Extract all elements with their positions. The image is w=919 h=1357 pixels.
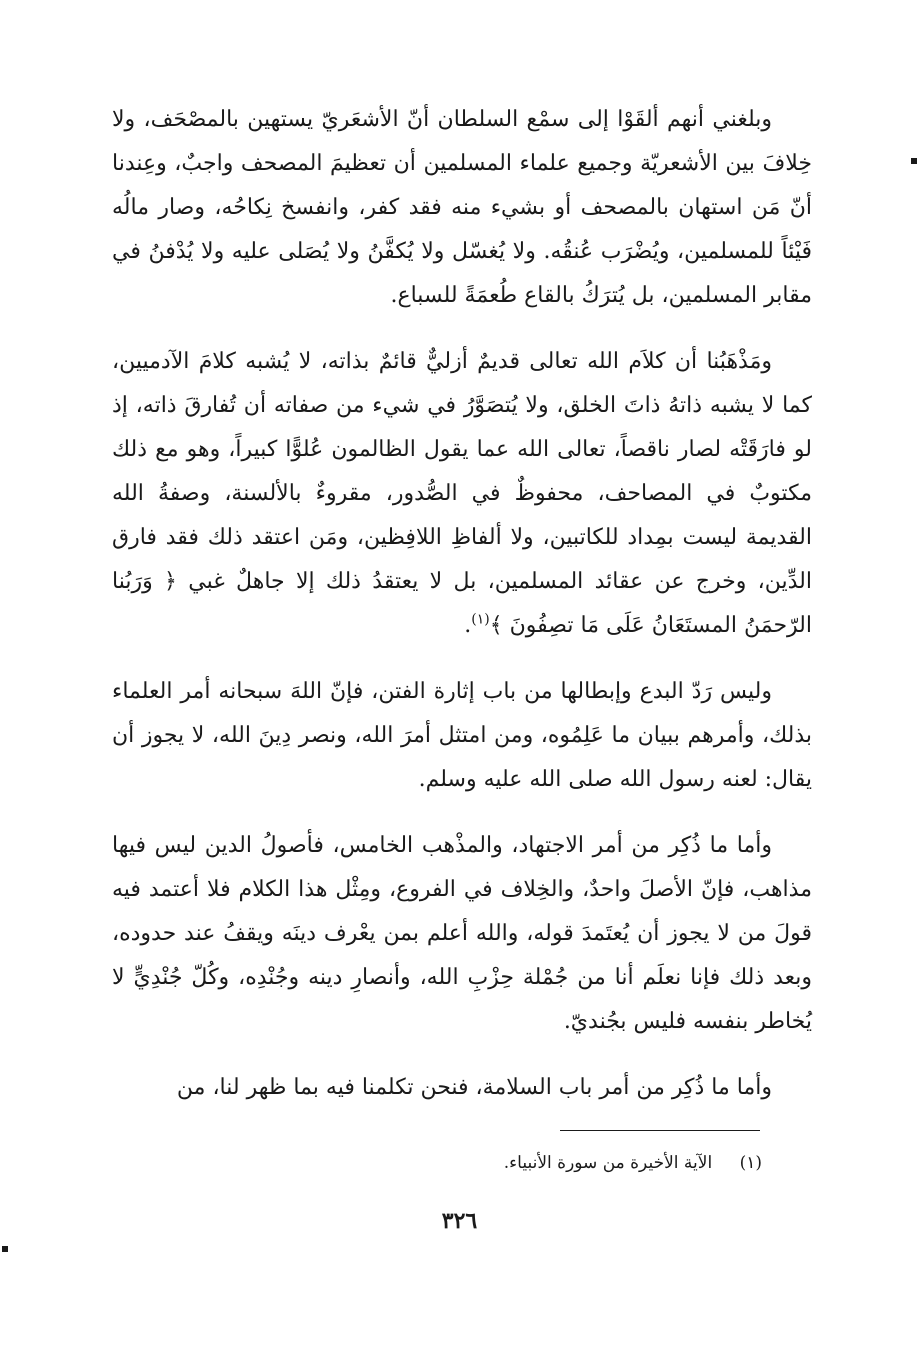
scan-edge-mark	[911, 158, 917, 164]
paragraph-1	[112, 98, 812, 318]
paragraph-4-text: وأما ما ذُكِر من أمر الاجتهاد، والمذْهب الخامس، فأصولُ الدين ليس فيها مذاهب، فإنّ الأصلَ واحدٌ، والخِلاف في الفروع، ومِثْل هذا الكلام فلا أعتمد فيه قولَ من لا يجوز أن يُعتَمدَ قوله، والله أعلم بمن يعْرف دينَه ويقفُ عند حدوده، وبعد ذلك فإنا نعلَم أنا من جُمْلة حِزْبِ الله، وأنصارِ دينه وجُنْدِه، وكُلّ جُنْدِيٍّ لا يُخاطر بنفسه فليس بجُنديّ.	[112, 833, 812, 1034]
footnote-reference: (١)	[471, 611, 490, 628]
paragraph-2-text: ومَذْهَبُنا أن كلاَم الله تعالى قديمٌ أزليٌّ قائمٌ بذاته، لا يُشبه كلامَ الآدميين، كما لا يشبه ذاتهُ ذاتَ الخلق، ولا يُتصَوَّرُ في شيء من صفاته أن تُفارقَ ذاته، إذ لو فارَقَتْه لصار ناقصاً، تعالى الله عما يقول الظالمون عُلوًّا كبيراً، وهو مع ذلك مكتوبٌ في المصاحف، محفوظٌ في الصُّدور، مقروءٌ بالألسنة، وصفةُ الله القديمة ليست بمِداد للكاتبين، ولا ألفاظِ اللافِظين، ومَن اعتقد ذلك فقد فارق الدِّين، وخرج عن عقائد المسلمين، بل لا يعتقدُ ذلك إلا جاهلٌ غبي ﴿ وَرَبُنا الرّحمَنُ المستَعَانُ عَلَى مَا تصِفُونَ ﴾	[112, 349, 812, 638]
footnote	[262, 1148, 762, 1178]
paragraph-5-text: وأما ما ذُكِر من أمر باب السلامة، فنحن تكلمنا فيه بما ظهر لنا، من	[176, 1075, 772, 1100]
paragraph-4	[112, 824, 812, 1044]
page-number: ٣٢٦	[441, 1208, 478, 1234]
scan-edge-mark	[2, 1246, 8, 1252]
page-body	[112, 98, 812, 1110]
footnote-text: الآية الأخيرة من سورة الأنبياء.	[503, 1153, 713, 1173]
paragraph-3-text: وليس رَدّ البدع وإبطالها من باب إثارة الفتن، فإنّ اللهَ سبحانه أمر العلماء بذلك، وأمرهم ببيان ما عَلِمُوه، ومن امتثل أمرَ الله، ونصر دِينَ الله، لا يجوز أن يقال: لعنه رسول الله صلى الله عليه وسلم.	[112, 679, 812, 792]
footnote-number: (١)	[739, 1153, 762, 1173]
paragraph-2	[112, 340, 812, 648]
paragraph-3	[112, 670, 812, 802]
paragraph-5	[112, 1066, 812, 1110]
paragraph-2-tail: .	[464, 613, 472, 638]
footnote-separator	[560, 1130, 760, 1131]
paragraph-1-text: وبلغني أنهم ألقَوْا إلى سمْع السلطان أنّ الأشعَريّ يستهين بالمصْحَف، ولا خِلافَ بين الأشعريّة وجميع علماء المسلمين أن تعظيمَ المصحف واجبٌ، وعِندنا أنّ مَن استهان بالمصحف أو بشيء منه فقد كفر، وانفسخ نِكاحُه، وصار مالُه فَيْئاً للمسلمين، ويُضْرَب عُنقُه. ولا يُغسّل ولا يُكفَّنُ ولا يُصَلى عليه ولا يُدْفنُ في مقابر المسلمين، بل يُترَكُ بالقاع طُعمَةً للسباع.	[112, 107, 812, 308]
